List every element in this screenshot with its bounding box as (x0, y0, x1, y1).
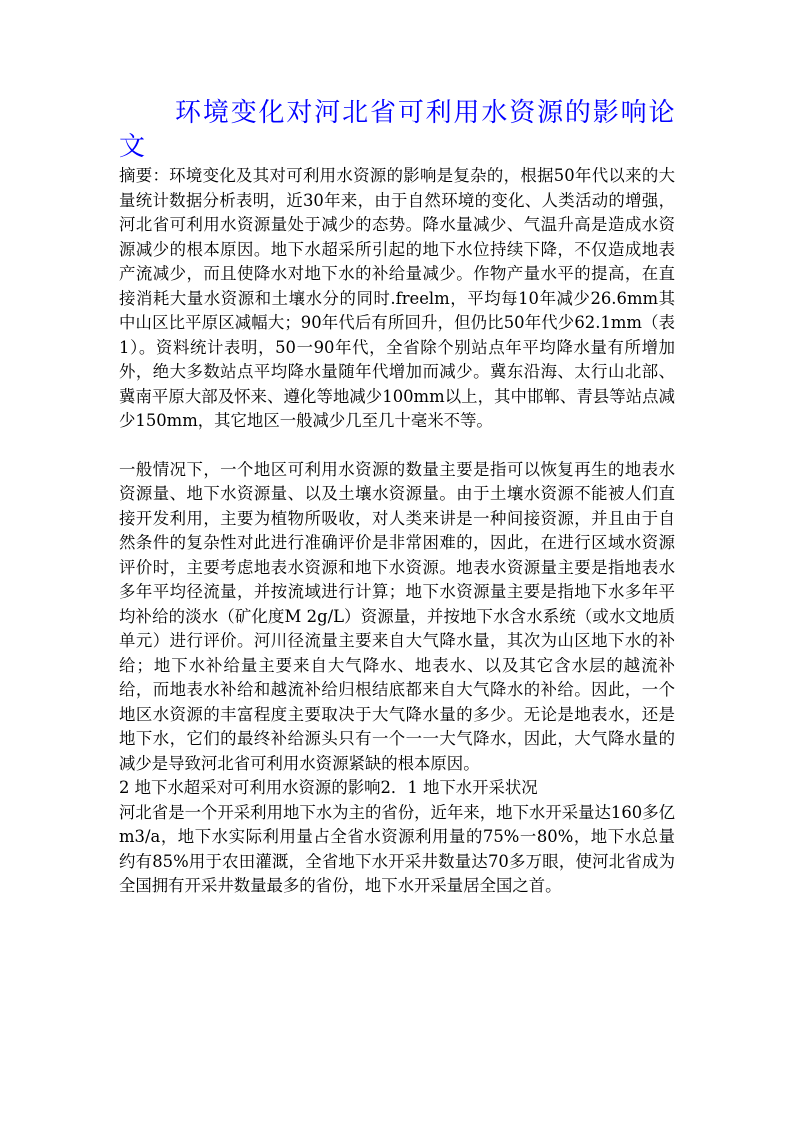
abstract-paragraph: 摘要：环境变化及其对可利用水资源的影响是复杂的，根据50年代以来的大量统计数据分析表明，近30年来，由于自然环境的变化、人类活动的增强，河北省可利用水资源量处于减少的态势。降水量减少、气温升高是造成水资源减少的根本原因。地下水超采所引起的地下水位持续下降，不仅造成地表产流减少，而且使降水对地下水的补给量减少。作物产量水平的提高，在直接消耗大量水资源和土壤水分的同时.freelm，平均每10年减少26.6mm其中山区比平原区减幅大；90年代后有所回升，但仍比50年代少62.1mm（表1）。资料统计表明，50一90年代，全省除个别站点年平均降水量有所增加外，绝大多数站点平均降水量随年代增加而减少。冀东沿海、太行山北部、冀南平原大部及怀来、遵化等地减少100mm以上，其中邯郸、青县等站点减少150mm，其它地区一般减少几至几十毫米不等。 (119, 166, 675, 430)
body-paragraph-2: 河北省是一个开采利用地下水为主的省份，近年来，地下水开采量达160多亿m3/a，地下水实际利用量占全省水资源利用量的75%一80%，地下水总量约有85%用于农田灌溉，全省地下水开采井数量达70多万眼，使河北省成为全国拥有开采井数量最多的省份，地下水开采量居全国之首。 (119, 802, 675, 895)
document-page (119, 96, 675, 899)
body-paragraph-1: 一般情况下，一个地区可利用水资源的数量主要是指可以恢复再生的地表水资源量、地下水资源量、以及土壤水资源量。由于土壤水资源不能被人们直接开发利用，主要为植物所吸收，对人类来讲是一种间接资源，并且由于自然条件的复杂性对此进行准确评价是非常困难的，因此，在进行区域水资源评价时，主要考虑地表水资源和地下水资源。地表水资源量主要是指地表水多年平均径流量，并按流域进行计算；地下水资源量主要是指地下水多年平均补给的淡水（矿化度M 2g/L）资源量，并按地下水含水系统（或水文地质单元）进行评价。河川径流量主要来自大气降水量，其次为山区地下水的补给；地下水补给量主要来自大气降水、地表水、以及其它含水层的越流补给，而地表水补给和越流补给归根结底都来自大气降水的补给。因此，一个地区水资源的丰富程度主要取决于大气降水量的多少。无论是地表水，还是地下水，它们的最终补给源头只有一个一一大气降水，因此，大气降水量的减少是导致河北省可利用水资源紧缺的根本原因。 (119, 459, 675, 773)
document-title: 环境变化对河北省可利用水资源的影响论文 (119, 98, 675, 162)
section-heading: 2 地下水超采对可利用水资源的影响2．1 地下水开采状况 (119, 778, 538, 797)
paragraph-gap (119, 434, 675, 458)
